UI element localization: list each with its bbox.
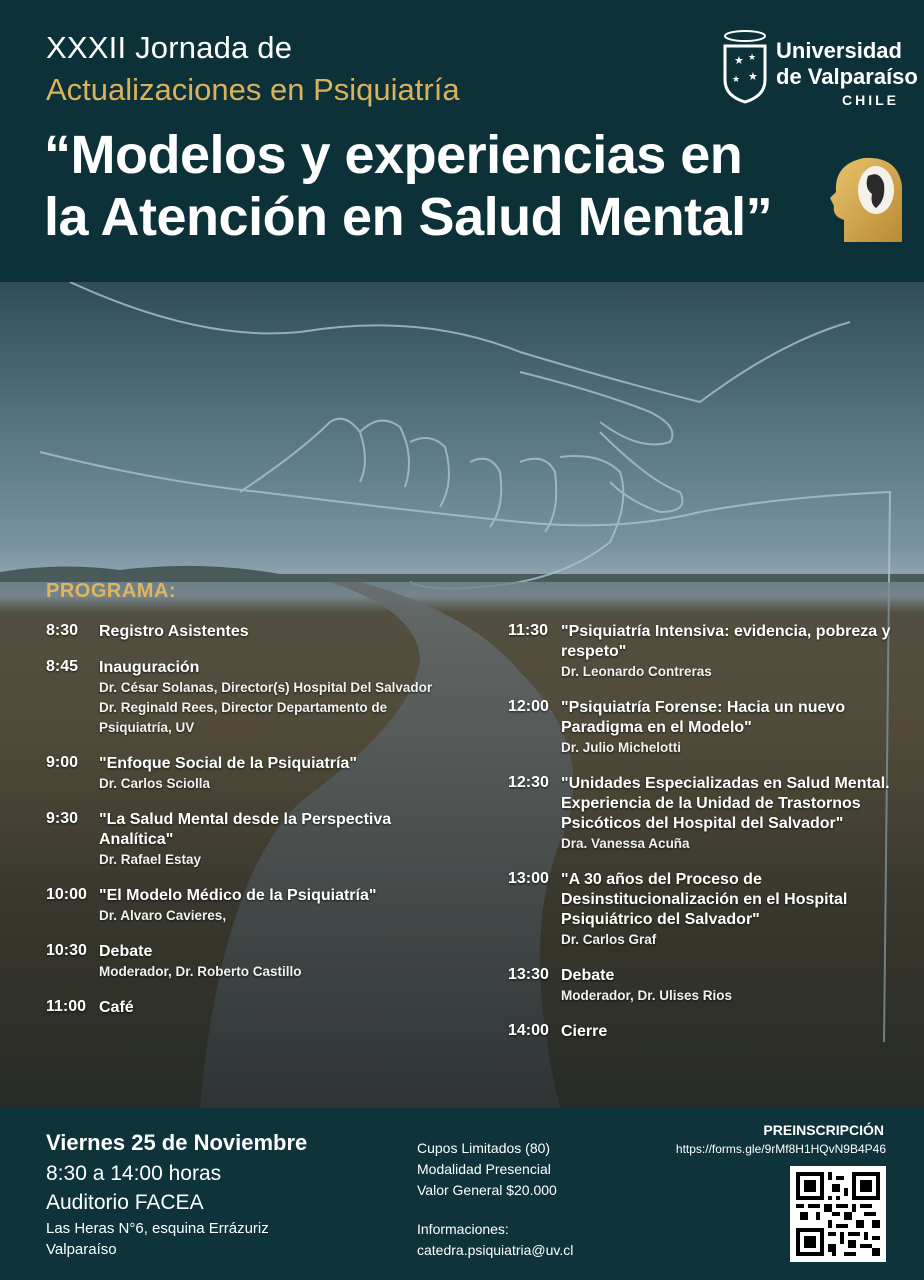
- head-silhouette-icon: [828, 154, 904, 244]
- program-item: [46, 754, 446, 794]
- subtitle-line2: Actualizaciones en Psiquiatría: [46, 72, 460, 107]
- svg-text:★: ★: [734, 55, 744, 67]
- program-item-body: [561, 870, 898, 950]
- main-title-line1: “Modelos y experiencias en: [44, 125, 743, 185]
- main-title: [44, 124, 804, 248]
- program-item-body: [99, 754, 446, 794]
- program-title: "El Modelo Médico de la Psiquiatría": [99, 887, 377, 904]
- svg-text:★: ★: [732, 74, 741, 84]
- program-speaker: Dr. César Solanas, Director(s) Hospital Del Salvador: [99, 680, 433, 695]
- preinscripcion-label: PREINSCRIPCIÓN: [763, 1122, 884, 1138]
- program-title: "Psiquiatría Forense: Hacia un nuevo Paradigma en el Modelo": [561, 699, 846, 736]
- program-time: 12:30: [508, 774, 549, 791]
- logo-text-line2: de Valparaíso: [776, 64, 918, 89]
- program-speaker: Dr. Alvaro Cavieres,: [99, 908, 227, 923]
- program-time: 8:30: [46, 622, 79, 639]
- program-title: "Psiquiatría Intensiva: evidencia, pobreza y respeto": [561, 623, 891, 660]
- program-item-body: [99, 886, 446, 926]
- program-title: Inauguración: [99, 659, 200, 676]
- program-item: [46, 886, 446, 926]
- program-item-body: [561, 622, 898, 682]
- address-line1: Las Heras N°6, esquina Errázuriz: [46, 1220, 269, 1237]
- svg-text:★: ★: [748, 52, 757, 62]
- program-title: Café: [99, 999, 134, 1016]
- program-heading: PROGRAMA:: [46, 580, 177, 602]
- program-time: 9:00: [46, 754, 79, 771]
- program-title: "Enfoque Social de la Psiquiatría": [99, 755, 357, 772]
- program-speaker: Moderador, Dr. Roberto Castillo: [99, 964, 302, 979]
- program-item: [508, 870, 898, 950]
- program-item: [46, 810, 446, 870]
- program-time: 11:30: [508, 622, 549, 639]
- modalidad-text: Modalidad Presencial: [417, 1161, 551, 1177]
- program-time: 10:00: [46, 886, 87, 903]
- program-time: 11:00: [46, 998, 87, 1015]
- program-title: Debate: [99, 943, 153, 960]
- program-speaker: Dr. Reginald Rees, Director Departamento de Psiquiatría, UV: [99, 700, 388, 735]
- program-item-body: [99, 658, 446, 738]
- logo-text-line3: CHILE: [842, 92, 899, 108]
- program-speaker: Dra. Vanessa Acuña: [561, 836, 690, 851]
- address-line2: Valparaíso: [46, 1241, 117, 1258]
- subtitle-line1: XXXII Jornada de: [46, 30, 293, 65]
- program-time: 13:30: [508, 966, 549, 983]
- header-banner: [0, 0, 924, 282]
- info-label: Informaciones:: [417, 1221, 509, 1237]
- footer-banner: [0, 1108, 924, 1280]
- svg-text:★: ★: [748, 71, 758, 83]
- program-item: [508, 698, 898, 758]
- program-title: Cierre: [561, 1023, 608, 1040]
- main-title-line2: la Atención en Salud Mental”: [44, 187, 773, 247]
- program-item: [46, 998, 446, 1018]
- program-item: [46, 622, 446, 642]
- cupos-text: Cupos Limitados (80): [417, 1140, 551, 1156]
- program-item-body: [99, 622, 446, 642]
- event-venue: Auditorio FACEA: [46, 1191, 204, 1214]
- program-time: 10:30: [46, 942, 87, 959]
- qr-code-icon[interactable]: [790, 1166, 886, 1262]
- program-column-left: [46, 622, 446, 1034]
- program-column-right: [508, 622, 898, 1058]
- logo-text-line1: Universidad: [776, 38, 902, 63]
- program-speaker: Dr. Julio Michelotti: [561, 740, 682, 755]
- program-item-body: [99, 998, 446, 1018]
- program-title: Debate: [561, 967, 615, 984]
- program-title: Registro Asistentes: [99, 623, 249, 640]
- program-speaker: Moderador, Dr. Ulises Rios: [561, 988, 733, 1003]
- program-time: 8:45: [46, 658, 79, 675]
- program-title: "La Salud Mental desde la Perspectiva Analítica": [99, 811, 392, 848]
- program-item: [508, 1022, 898, 1042]
- program-speaker: Dr. Rafael Estay: [99, 852, 202, 867]
- program-item: [46, 942, 446, 982]
- program-time: 13:00: [508, 870, 549, 887]
- program-item: [508, 622, 898, 682]
- program-item-body: [99, 810, 446, 870]
- event-date: Viernes 25 de Noviembre: [46, 1130, 308, 1155]
- university-shield-icon: [722, 30, 768, 104]
- program-item-body: [561, 1022, 898, 1042]
- program-time: 14:00: [508, 1022, 549, 1039]
- program-speaker: Dr. Leonardo Contreras: [561, 664, 712, 679]
- program-time: 12:00: [508, 698, 549, 715]
- program-title: "Unidades Especializadas en Salud Mental. Experiencia de la Unidad de Trastornos Psicóticos del Hospital del Salvador": [561, 775, 890, 832]
- info-email[interactable]: catedra.psiquiatria@uv.cl: [417, 1242, 574, 1258]
- program-item: [508, 966, 898, 1006]
- program-item-body: [99, 942, 446, 982]
- valor-text: Valor General $20.000: [417, 1182, 557, 1198]
- program-item-body: [561, 698, 898, 758]
- program-item: [508, 774, 898, 854]
- program-item-body: [561, 966, 898, 1006]
- program-speaker: Dr. Carlos Sciolla: [99, 776, 211, 791]
- program-item-body: [561, 774, 898, 854]
- program-item: [46, 658, 446, 738]
- university-logo: [722, 22, 918, 112]
- program-title: "A 30 años del Proceso de Desinstitucionalización en el Hospital Psiquiátrico del Salvador": [561, 871, 848, 928]
- program-speaker: Dr. Carlos Graf: [561, 932, 657, 947]
- program-time: 9:30: [46, 810, 79, 827]
- preinscripcion-link[interactable]: https://forms.gle/9rMf8H1HQvN9B4P46: [675, 1142, 886, 1156]
- event-hours: 8:30 a 14:00 horas: [46, 1162, 222, 1185]
